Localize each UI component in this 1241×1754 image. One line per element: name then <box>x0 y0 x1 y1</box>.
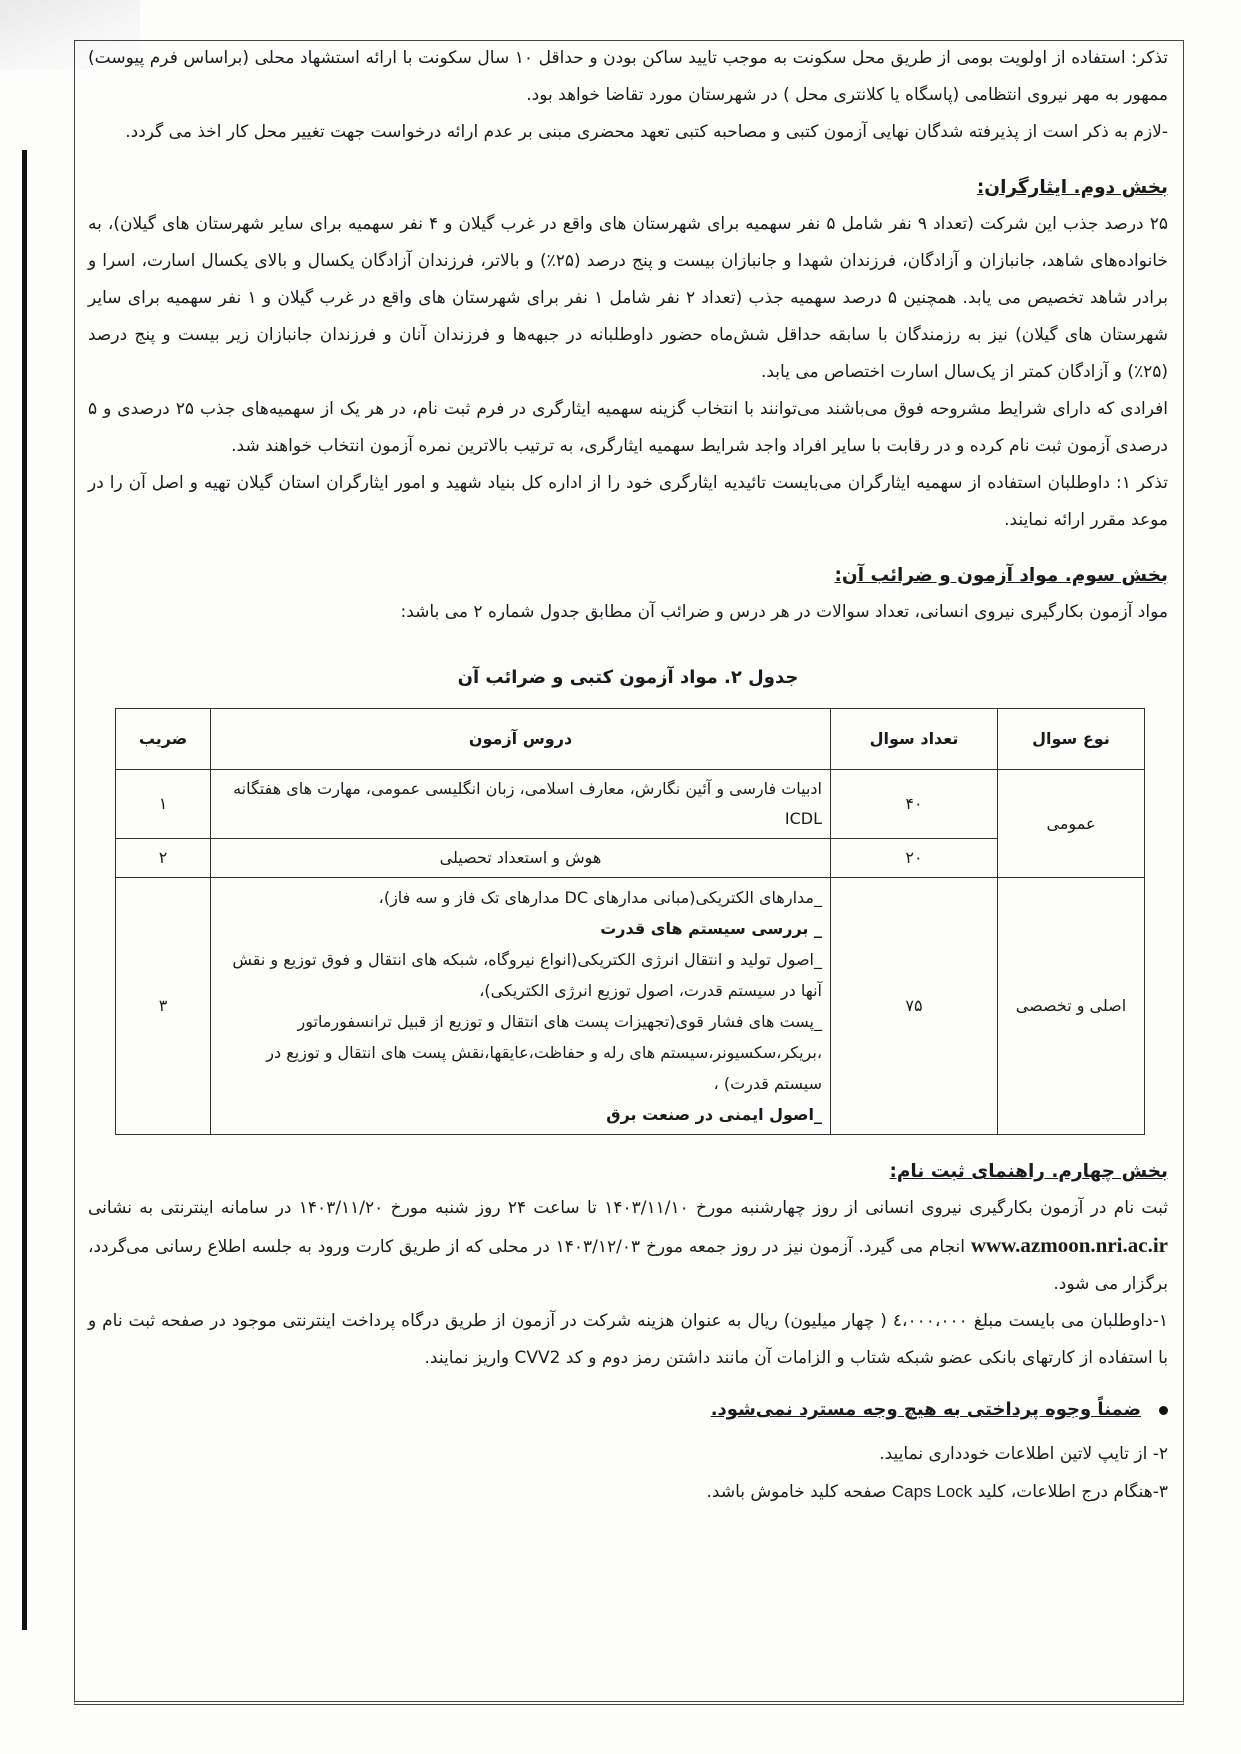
cell-coefficient: ۲ <box>116 839 211 878</box>
table-caption: جدول ۲. مواد آزمون کتبی و ضرائب آن <box>457 667 799 688</box>
cell-general-type: عمومی <box>998 770 1145 878</box>
table-header-row <box>116 709 1145 770</box>
no-refund-notice <box>88 1391 1168 1428</box>
cell-count: ۴۰ <box>831 770 998 839</box>
caps-lock-text-before: ۳-هنگام درج اطلاعات، کلید <box>977 1482 1168 1502</box>
cell-coefficient: ۱ <box>116 770 211 839</box>
instruction-latin-typing: ۲- از تایپ لاتین اطلاعات خودداری نمایید. <box>879 1444 1168 1464</box>
exam-subjects-table <box>115 708 1145 1135</box>
subject-line-circuits: _مدارهای الکتریکی(مبانی مدارهای DC مدارهای تک فاز و سه فاز)، <box>378 888 822 907</box>
exam-date-text: انجام می گیرد. آزمون نیز در روز جمعه مورخ ۱۴۰۳/۱۲/۰۳ در محلی که از طریق کارت ورود به جلسه اطلاع رسانی می‌گردد، برگزار می شود. <box>88 1237 1168 1294</box>
header-question-type: نوع سوال <box>998 709 1145 770</box>
section-4-title: بخش چهارم. راهنمای ثبت نام: <box>889 1161 1168 1182</box>
section-2-paragraph-eligible: افرادی که دارای شرایط مشروحه فوق می‌باشند می‌توانند با انتخاب گزینه سهمیه ایثارگری در فرم ثبت نام، در هر یک از سهمیه‌های جذب ۲۵ درصدی و ۵ درصدی آزمون ثبت نام کرده و در رقابت با سایر افراد واجد شرایط سهمیه ایثارگری، به ترتیب بالاترین نمره آزمون انتخاب خواهند شد. <box>88 399 1168 456</box>
section-2-paragraph-quota: ۲۵ درصد جذب این شرکت (تعداد ۹ نفر شامل ۵ نفر سهمیه برای شهرستان های واقع در غرب گیلان و ۴ نفر سهمیه برای سایر شهرستان های گیلان)، به خانواده‌های شاهد، جانبازان و آزادگان، فرزندان شهدا و جانبازان بیست و پنج درصد (۲۵٪) و بالاتر، فرزندان آزادگان یکسال و بالای یکسال اسارت، اسرا و برادر شاهد تخصیص می یابد. همچنین ۵ درصد سهمیه جذب (تعداد ۲ نفر شامل ۱ نفر برای شهرستان های واقع در غرب گیلان و ۱ نفر سهمیه برای سایر شهرستان های گیلان) نیز به رزمندگان با سابقه حداقل شش‌ماه حضور داوطلبانه در جبهه‌ها و فرزندان آنان و فرزندان جانبازان زیر بیست و پنج درصد (۲۵٪) و آزادگان کمتر از یک‌سال اسارت اختصاص می یابد. <box>88 214 1169 382</box>
caps-lock-key-label: Caps Lock <box>891 1482 973 1501</box>
subject-line-safety: _اصول ایمنی در صنعت برق <box>606 1105 822 1124</box>
bullet-icon <box>1159 1406 1168 1415</box>
registration-paragraph <box>88 1190 1168 1303</box>
instruction-caps-lock <box>88 1473 1168 1511</box>
subject-line-power-systems: _ بررسی سیستم های قدرت <box>600 919 822 938</box>
cell-count: ۲۰ <box>831 839 998 878</box>
cell-coefficient: ۳ <box>116 878 211 1135</box>
cell-specialized-type: اصلی و تخصصی <box>998 878 1145 1135</box>
table-row <box>116 878 1145 1135</box>
cell-subjects: ادبیات فارسی و آئین نگارش، معارف اسلامی، زبان انگلیسی عمومی، مهارت های هفتگانه ICDL <box>211 770 831 839</box>
table-row <box>116 770 1145 839</box>
note-commitment: -لازم به ذکر است از پذیرفته شدگان نهایی آزمون کتبی و مصاحبه کتبی تعهد محضری مبنی بر عدم ارائه درخواست جهت تغییر محل کار اخذ می گردد. <box>125 122 1168 142</box>
header-question-count: تعداد سوال <box>831 709 998 770</box>
payment-paragraph: ۱-داوطلبان می بایست مبلغ ٤،٠٠٠،٠٠٠ ( چهار میلیون) ریال به عنوان هزینه شرکت در آزمون از طریق درگاه پرداخت اینترنتی موجود در صفحه ثبت نام و با استفاده از کارتهای بانکی عضو شبکه شتاب و الزامات آن مانند داشتن رمز دوم و کد CVV2 واریز نمایند. <box>88 1311 1168 1368</box>
caps-lock-text-after: صفحه کلید خاموش باشد. <box>706 1482 887 1502</box>
registration-website-link[interactable]: www.azmoon.nri.ac.ir <box>970 1233 1168 1257</box>
note-local-priority: تذکر: استفاده از اولویت بومی از طریق محل سکونت به موجب تایید ساکن بودن و حداقل ۱۰ سال سکونت با ارائه استشهاد محلی (براساس فرم پیوست) ممهور به مهر نیروی انتظامی (پاسگاه یا کلانتری محل ) در شهرستان مورد تقاضا خواهد بود. <box>88 48 1168 105</box>
cell-specialized-subjects <box>211 878 831 1135</box>
cell-count: ۷۵ <box>831 878 998 1135</box>
document-body <box>88 40 1168 1511</box>
subject-line-generation-transmission: _اصول تولید و انتقال انرژی الکتریکی(انواع نیروگاه، شبکه های انتقال و فوق توزیع و نقش آنها در سیستم قدرت، اصول توزیع انرژی الکتریکی)، <box>232 950 822 1000</box>
subject-line-high-voltage-substations: _پست های فشار قوی(تجهیزات پست های انتقال و توزیع از قبیل ترانسفورماتور ،بریکر،سکسیونر،سیستم های رله و حفاظت،عایقها،نقش پست های انتقال و توزیع در سیستم قدرت) ، <box>266 1012 822 1093</box>
scan-edge-shadow <box>22 150 27 1630</box>
table-row <box>116 839 1145 878</box>
header-coefficient: ضریب <box>116 709 211 770</box>
section-3-intro: مواد آزمون بکارگیری نیروی انسانی، تعداد سوالات در هر درس و ضرائب آن مطابق جدول شماره ۲ می باشد: <box>400 602 1168 622</box>
header-subjects: دروس آزمون <box>211 709 831 770</box>
no-refund-text: ضمناً وجوه پرداختی به هیچ وجه مسترد نمی‌شود. <box>710 1399 1141 1420</box>
section-3-title: بخش سوم. مواد آزمون و ضرائب آن: <box>834 565 1168 586</box>
cell-subjects: هوش و استعداد تحصیلی <box>211 839 831 878</box>
section-2-title: بخش دوم. ایثارگران: <box>976 177 1168 198</box>
registration-dates-text: ثبت نام در آزمون بکارگیری نیروی انسانی از روز چهارشنبه مورخ ۱۴۰۳/۱۱/۱۰ تا ساعت ۲۴ روز شنبه مورخ ۱۴۰۳/۱۱/۲۰ در سامانه اینترنتی به نشانی <box>88 1198 1168 1218</box>
section-2-note: تذکر ۱: داوطلبان استفاده از سهمیه ایثارگران می‌بایست تائیدیه ایثارگری خود را از اداره کل بنیاد شهید و امور ایثارگران استان گیلان تهیه و اصل آن را در موعد مقرر ارائه نمایند. <box>88 473 1168 530</box>
